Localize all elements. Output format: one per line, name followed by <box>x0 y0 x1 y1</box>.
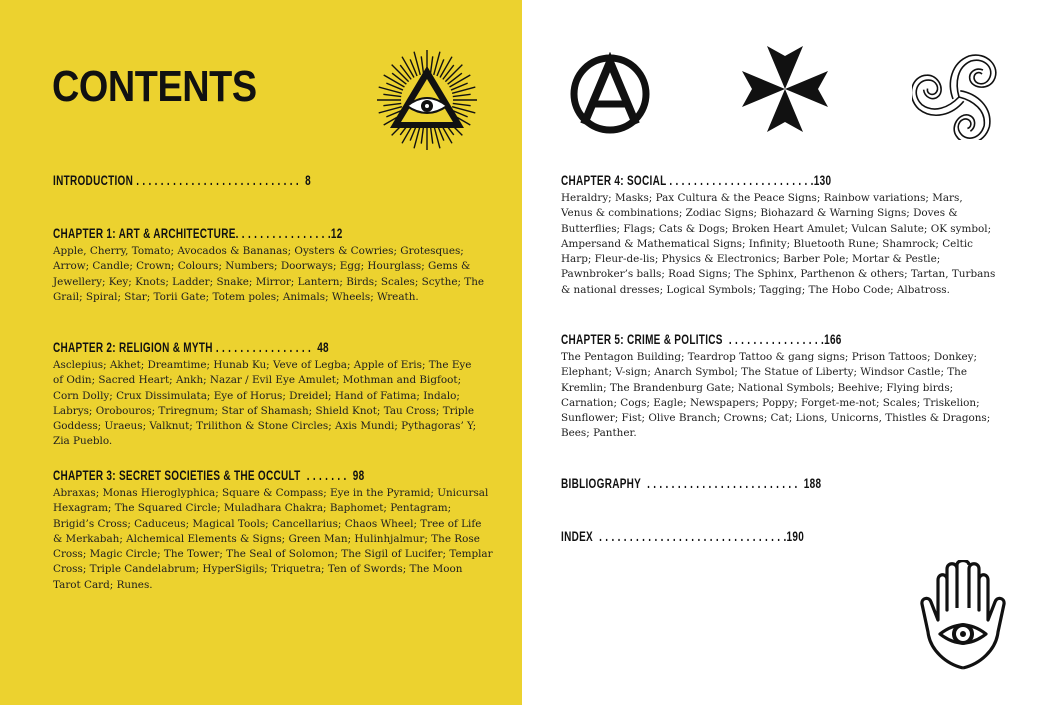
sunburst-ray <box>443 65 454 79</box>
toc-description: Heraldry; Masks; Pax Cultura & the Peace Signs; Rainbow variations; Mars, Venus & combinations; Zodiac Signs; Biohazard & Warning Signs; Doves & Butterflies; Flags; Cats & Dogs; Broken Heart Amulet; Vulcan Salute; OK symbol; Ampersand & Mathematical Signs; Infinity; Bluetooth Rune; Shamrock; Celtic Harp; Fleur-de-lis; Physics & Electronics; Barber Pole; Mortar & Pestle; Pawnbroker’s balls; Road Signs; The Sphinx, Parthenon & others; Tartan, Turbans & national dresses; Logical Symbols; Tagging; The Hobo Code; Albatross. <box>561 192 996 296</box>
toc-heading[interactable]: INTRODUCTION . . . . . . . . . . . . . . . . . . . . . . . . . . . 8 <box>53 173 311 188</box>
toc-chapter-1[interactable] <box>53 224 493 305</box>
toc-description: The Pentagon Building; Teardrop Tattoo & gang signs; Prison Tattoos; Donkey; Elephant; V-sign; Anarch Symbol; The Statue of Liberty; Windsor Castle; The Kremlin; The Brandenburg Gate; National Symbols; Beehive; Flying birds; Carnation; Cogs; Eagle; Newspapers; Poppy; Forget-me-not; Scales; Triskelion; Sunflower; Fist; Olive Branch; Crowns; Cat; Lions, Unicorns, Thistles & Dragons; Bees; Panther. <box>561 351 991 440</box>
toc-chapter-2[interactable] <box>53 338 483 450</box>
maltese-cross-icon <box>740 44 830 138</box>
right-page <box>522 0 1044 705</box>
sunburst-ray <box>383 103 401 105</box>
toc-description: Abraxas; Monas Hieroglyphica; Square & Compass; Eye in the Pyramid; Unicursal Hexagram; The Squared Circle; Muladhara Chakra; Baphomet; Pentagram; Brigid’s Cross; Caduceus; Magical Tools; Cancellarius; Chaos Wheel; Tree of Life & Merkabah; Alchemical Elements & Signs; Green Man; Hulinhjalmur; The Rose Cross; Magic Circle; The Tower; The Seal of Solomon; The Sigil of Lucifer; Templar Cross; Triple Candelabrum; HyperSigils; Triquetra; Ten of Swords; The Moon Tarot Card; Runes. <box>53 487 493 591</box>
toc-chapter-3[interactable] <box>53 466 493 593</box>
sunburst-ray <box>453 94 471 96</box>
sunburst-ray <box>430 56 432 74</box>
toc-heading[interactable]: BIBLIOGRAPHY . . . . . . . . . . . . . . . . . . . . . . . . . 188 <box>561 476 822 491</box>
sunburst-ray <box>421 56 423 74</box>
toc-heading[interactable]: CHAPTER 4: SOCIAL . . . . . . . . . . . . . . . . . . . . . . . .130 <box>561 173 832 188</box>
sunburst-ray <box>453 103 471 105</box>
triskelion-icon <box>912 50 1006 144</box>
toc-description: Apple, Cherry, Tomato; Avocados & Bananas; Oysters & Cowries; Grotesques; Arrow; Candle; Crown; Colours; Numbers; Doorways; Egg; Hourglass; Gems & Jewellery; Key; Knots; Ladder; Snake; Mirror; Lantern; Birds; Scales; Scythe; The Grail; Spiral; Star; Torii Gate; Totem poles; Animals; Wheels; Wreath. <box>53 245 485 303</box>
toc-heading[interactable]: CHAPTER 1: ART & ARCHITECTURE. . . . . . . . . . . . . . . .12 <box>53 226 343 241</box>
toc-bibliography[interactable] <box>561 474 913 493</box>
anarchy-icon <box>568 52 652 140</box>
sunburst-ray <box>430 126 432 144</box>
toc-index[interactable] <box>561 527 889 546</box>
toc-heading[interactable]: CHAPTER 5: CRIME & POLITICS . . . . . . . . . . . . . . . .166 <box>561 332 842 347</box>
sunburst-ray <box>421 126 423 144</box>
sunburst-ray <box>400 65 411 79</box>
toc-heading[interactable]: INDEX . . . . . . . . . . . . . . . . . . . . . . . . . . . . . . .190 <box>561 529 805 544</box>
sunburst-ray <box>448 73 462 84</box>
toc-heading[interactable]: CHAPTER 3: SECRET SOCIETIES & THE OCCULT . . . . . . . 98 <box>53 468 365 483</box>
toc-description: Asclepius; Akhet; Dreamtime; Hunab Ku; Veve of Legba; Apple of Eris; The Eye of Odin; Sacred Heart; Ankh; Nazar / Evil Eye Amulet; Mothman and Bigfoot; Corn Dolly; Crux Dissimulata; Eye of Horus; Dreidel; Hand of Fatima; Indalo; Labrys; Orobouros; Triregnum; Star of Shamash; Shield Knot; Tau Cross; Triple Goddess; Uraeus; Valknut; Trilithon & Stone Circles; Axis Mundi; Pythagoras’ Y; Zia Pueblo. <box>53 359 477 448</box>
sunburst-ray <box>383 94 401 96</box>
toc-introduction[interactable] <box>53 171 402 190</box>
hamsa-icon <box>916 560 1010 676</box>
sunburst-ray <box>392 73 406 84</box>
toc-chapter-5[interactable] <box>561 330 1001 442</box>
page-title: CONTENTS <box>52 62 257 111</box>
toc-heading[interactable]: CHAPTER 2: RELIGION & MYTH . . . . . . . . . . . . . . . . 48 <box>53 340 329 355</box>
eye-in-pyramid-icon <box>376 46 478 154</box>
toc-chapter-4[interactable] <box>561 171 996 298</box>
